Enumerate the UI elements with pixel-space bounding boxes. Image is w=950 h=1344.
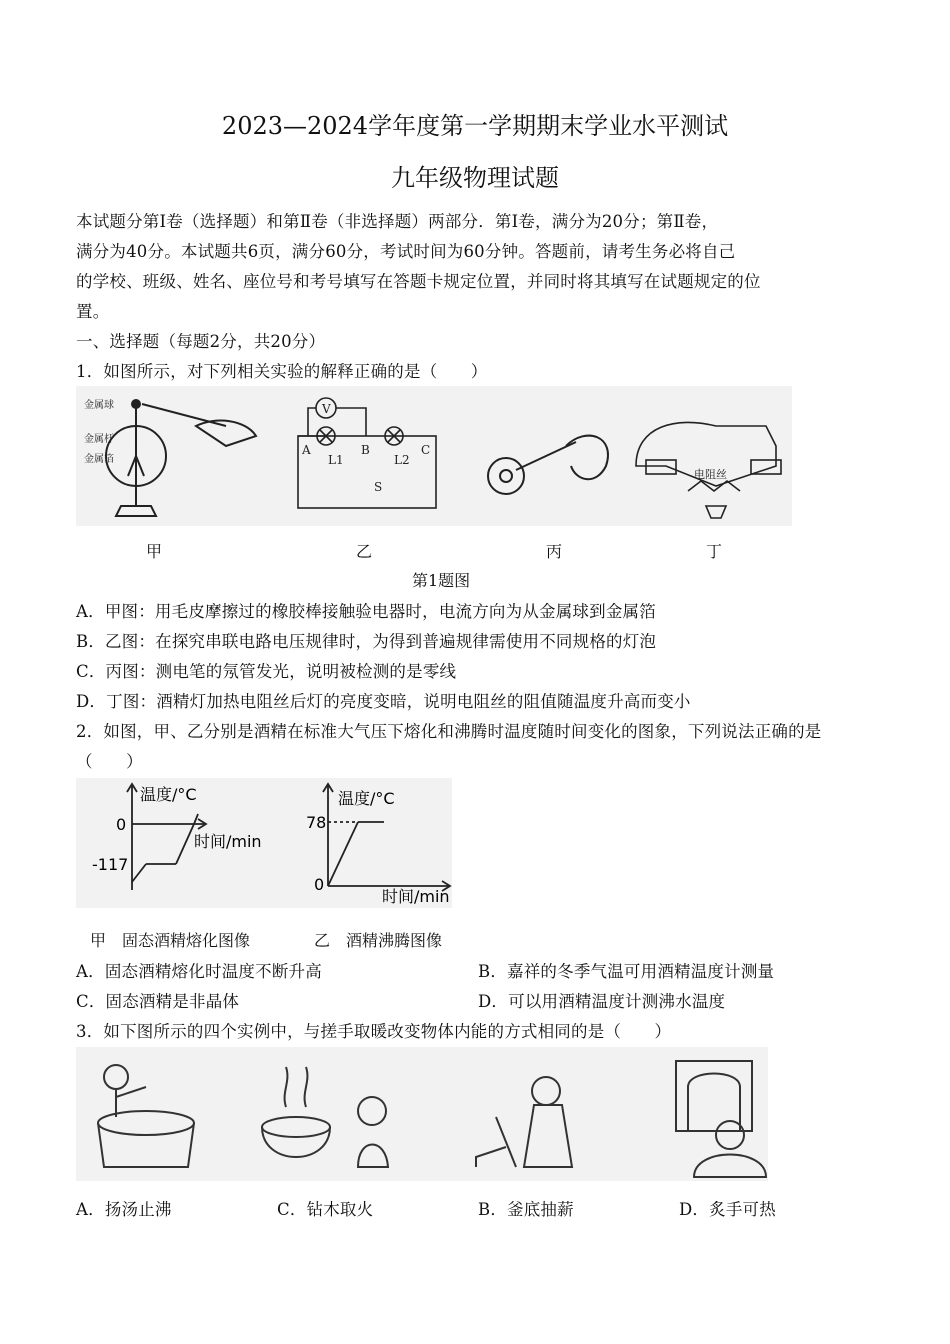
page-title: 2023—2024学年度第一学期期末学业水平测试	[221, 112, 729, 140]
q2-option-a: A．固态酒精熔化时温度不断升高	[76, 962, 322, 981]
label-l1: L1	[328, 453, 344, 467]
question-2-stem: 2．如图，甲、乙分别是酒精在标准大气压下熔化和沸腾时温度随时间变化的图象，下列说法正确的是	[76, 722, 822, 741]
intro-line: 置。	[76, 302, 110, 321]
q2-option-c: C．固态酒精是非晶体	[76, 992, 240, 1011]
figure-caption-bing: 丙	[546, 542, 563, 561]
option-b: B．乙图：在探究串联电路电压规律时，为得到普遍规律需使用不同规格的灯泡	[76, 632, 657, 651]
intro-line: 满分为40分。本试题共6页，满分60分，考试时间为60分钟。答题前，请考生务必将自己	[76, 242, 736, 261]
q3-option-2: C．钻木取火	[277, 1200, 374, 1219]
question-1-stem: 1．如图所示，对下列相关实验的解释正确的是（ ）	[76, 362, 488, 381]
page-subtitle: 九年级物理试题	[391, 164, 559, 192]
q3-option-3: B．釜底抽薪	[478, 1200, 574, 1219]
section-heading: 一、选择题（每题2分，共20分）	[76, 332, 326, 351]
q2-option-b: B．嘉祥的冬季气温可用酒精温度计测量	[478, 962, 775, 981]
graph-a-tick-0: 0	[116, 815, 127, 834]
graph-b-ylabel: 温度/°C	[338, 789, 395, 808]
figure-caption-yi: 乙	[356, 542, 373, 561]
q2-option-d: D．可以用酒精温度计测沸水温度	[478, 992, 726, 1011]
label-a: A	[302, 443, 311, 457]
q3-option-1: A．扬汤止沸	[76, 1200, 172, 1219]
label-metal-ball: 金属球	[84, 400, 114, 411]
question-3-figure	[76, 1047, 768, 1181]
question-2-figure-caption: 甲 固态酒精熔化图像 乙 酒精沸腾图像	[90, 931, 443, 950]
graph-a-xlabel: 时间/min	[194, 832, 262, 851]
figure-caption: 第1题图	[412, 571, 471, 590]
option-a: A．甲图：用毛皮摩擦过的橡胶棒接触验电器时，电流方向为从金属球到金属箔	[76, 602, 656, 621]
question-2-figure	[76, 778, 452, 908]
label-b: B	[361, 443, 370, 457]
label-metal-rod: 金属杆	[84, 434, 114, 445]
graph-a-ylabel: 温度/°C	[140, 785, 197, 804]
graph-a-tick-neg: -117	[92, 855, 129, 874]
question-2-bracket: （ ）	[76, 752, 143, 771]
option-c: C．丙图：测电笔的氖管发光，说明被检测的是零线	[76, 662, 457, 681]
label-voltmeter: V	[322, 402, 331, 416]
intro-line: 的学校、班级、姓名、座位号和考号填写在答题卡规定位置，并同时将其填写在试题规定的位	[76, 272, 761, 291]
figure-caption-ding: 丁	[706, 542, 723, 561]
label-switch: S	[374, 480, 383, 494]
question-3-stem: 3．如下图所示的四个实例中，与搓手取暖改变物体内能的方式相同的是（ ）	[76, 1022, 672, 1041]
label-l2: L2	[394, 453, 410, 467]
graph-b-tick-0: 0	[314, 875, 325, 894]
q3-option-4: D．炙手可热	[679, 1200, 776, 1219]
question-1-figure	[76, 386, 792, 526]
label-c: C	[421, 443, 431, 457]
figure-caption-jia: 甲	[146, 542, 163, 561]
graph-b-tick-78: 78	[306, 813, 327, 832]
graph-b-xlabel: 时间/min	[382, 887, 450, 906]
label-resistor-wire: 电阻丝	[694, 468, 727, 481]
label-metal-foil: 金属箔	[84, 454, 114, 465]
option-d: D．丁图：酒精灯加热电阻丝后灯的亮度变暗，说明电阻丝的阻值随温度升高而变小	[76, 692, 691, 711]
intro-line: 本试题分第Ⅰ卷（选择题）和第Ⅱ卷（非选择题）两部分．第Ⅰ卷，满分为20分；第Ⅱ卷，	[76, 212, 719, 231]
